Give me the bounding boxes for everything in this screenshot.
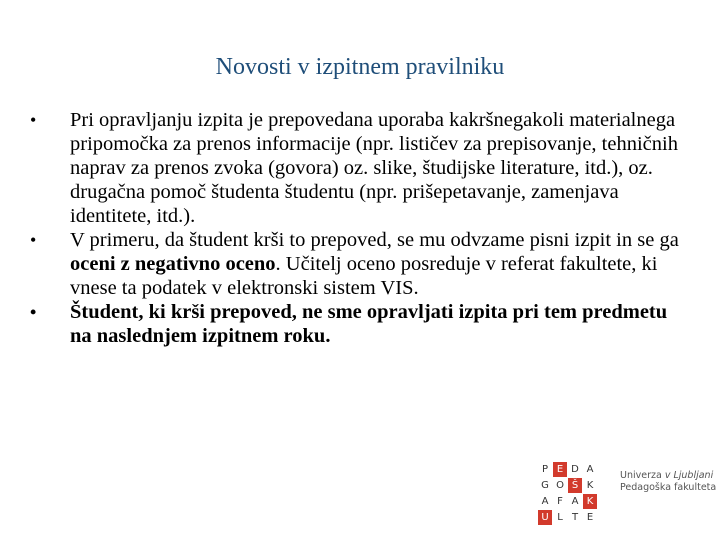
logo-letter-cell: A bbox=[538, 494, 552, 509]
bullet-item-2 bbox=[30, 228, 690, 300]
bullet-text: Pri opravljanju izpita je prepovedana uporaba kakršnegakoli materialnega pripomočka za prenos informacije (npr. lističev za prepisovanje, tehničnih naprav za prenos zvoka (govora) oz. slike, študijske literature, itd.), oz. drugačna pomoč študenta študentu (npr. prišepetavanje, zamenjava identitete, itd.). bbox=[70, 109, 678, 227]
logo-letter-cell: K bbox=[583, 494, 597, 509]
logo-letter-cell: O bbox=[553, 478, 567, 493]
bullet-item-3 bbox=[30, 300, 690, 348]
bullet-marker: • bbox=[30, 110, 37, 130]
logo-letter-cell: E bbox=[583, 510, 597, 525]
logo-letter-cell: P bbox=[538, 462, 552, 477]
logo-letter-cell: A bbox=[568, 494, 582, 509]
logo-letter-cell: F bbox=[553, 494, 567, 509]
university-name bbox=[620, 470, 716, 494]
bullet-text: . Učitelj oceno posreduje v referat fakultete, ki vnese ta podatek v elektronski sistem VIS. bbox=[70, 253, 658, 299]
faculty-logo bbox=[538, 462, 717, 524]
logo-letter-cell: D bbox=[568, 462, 582, 477]
logo-letter-cell: U bbox=[538, 510, 552, 525]
logo-letter-cell: T bbox=[568, 510, 582, 525]
bullet-marker: • bbox=[30, 302, 37, 322]
university-name-line1: Univerza bbox=[620, 470, 665, 481]
bullet-text-bold: Študent, ki krši prepoved, ne sme opravljati izpita pri tem predmetu na naslednjem izpitnem roku. bbox=[70, 301, 668, 347]
bullet-list bbox=[30, 108, 690, 348]
university-name-city: v Ljubljani bbox=[664, 470, 714, 481]
logo-letter-cell: A bbox=[583, 462, 597, 477]
logo-letter-cell: Š bbox=[568, 478, 582, 493]
slide-title: Novosti v izpitnem pravilniku bbox=[215, 54, 505, 80]
bullet-text: V primeru, da študent krši to prepoved, se mu odvzame pisni izpit in se ga bbox=[70, 229, 679, 251]
bullet-item-1 bbox=[30, 108, 690, 228]
logo-letter-cell: L bbox=[553, 510, 567, 525]
logo-letter-grid bbox=[538, 462, 597, 525]
bullet-marker: • bbox=[30, 230, 37, 250]
bullet-text-bold: oceni z negativno oceno bbox=[70, 253, 276, 275]
logo-letter-cell: G bbox=[538, 478, 552, 493]
logo-letter-cell: E bbox=[553, 462, 567, 477]
faculty-name-line: Pedagoška fakulteta bbox=[620, 482, 717, 493]
logo-letter-cell: K bbox=[583, 478, 597, 493]
